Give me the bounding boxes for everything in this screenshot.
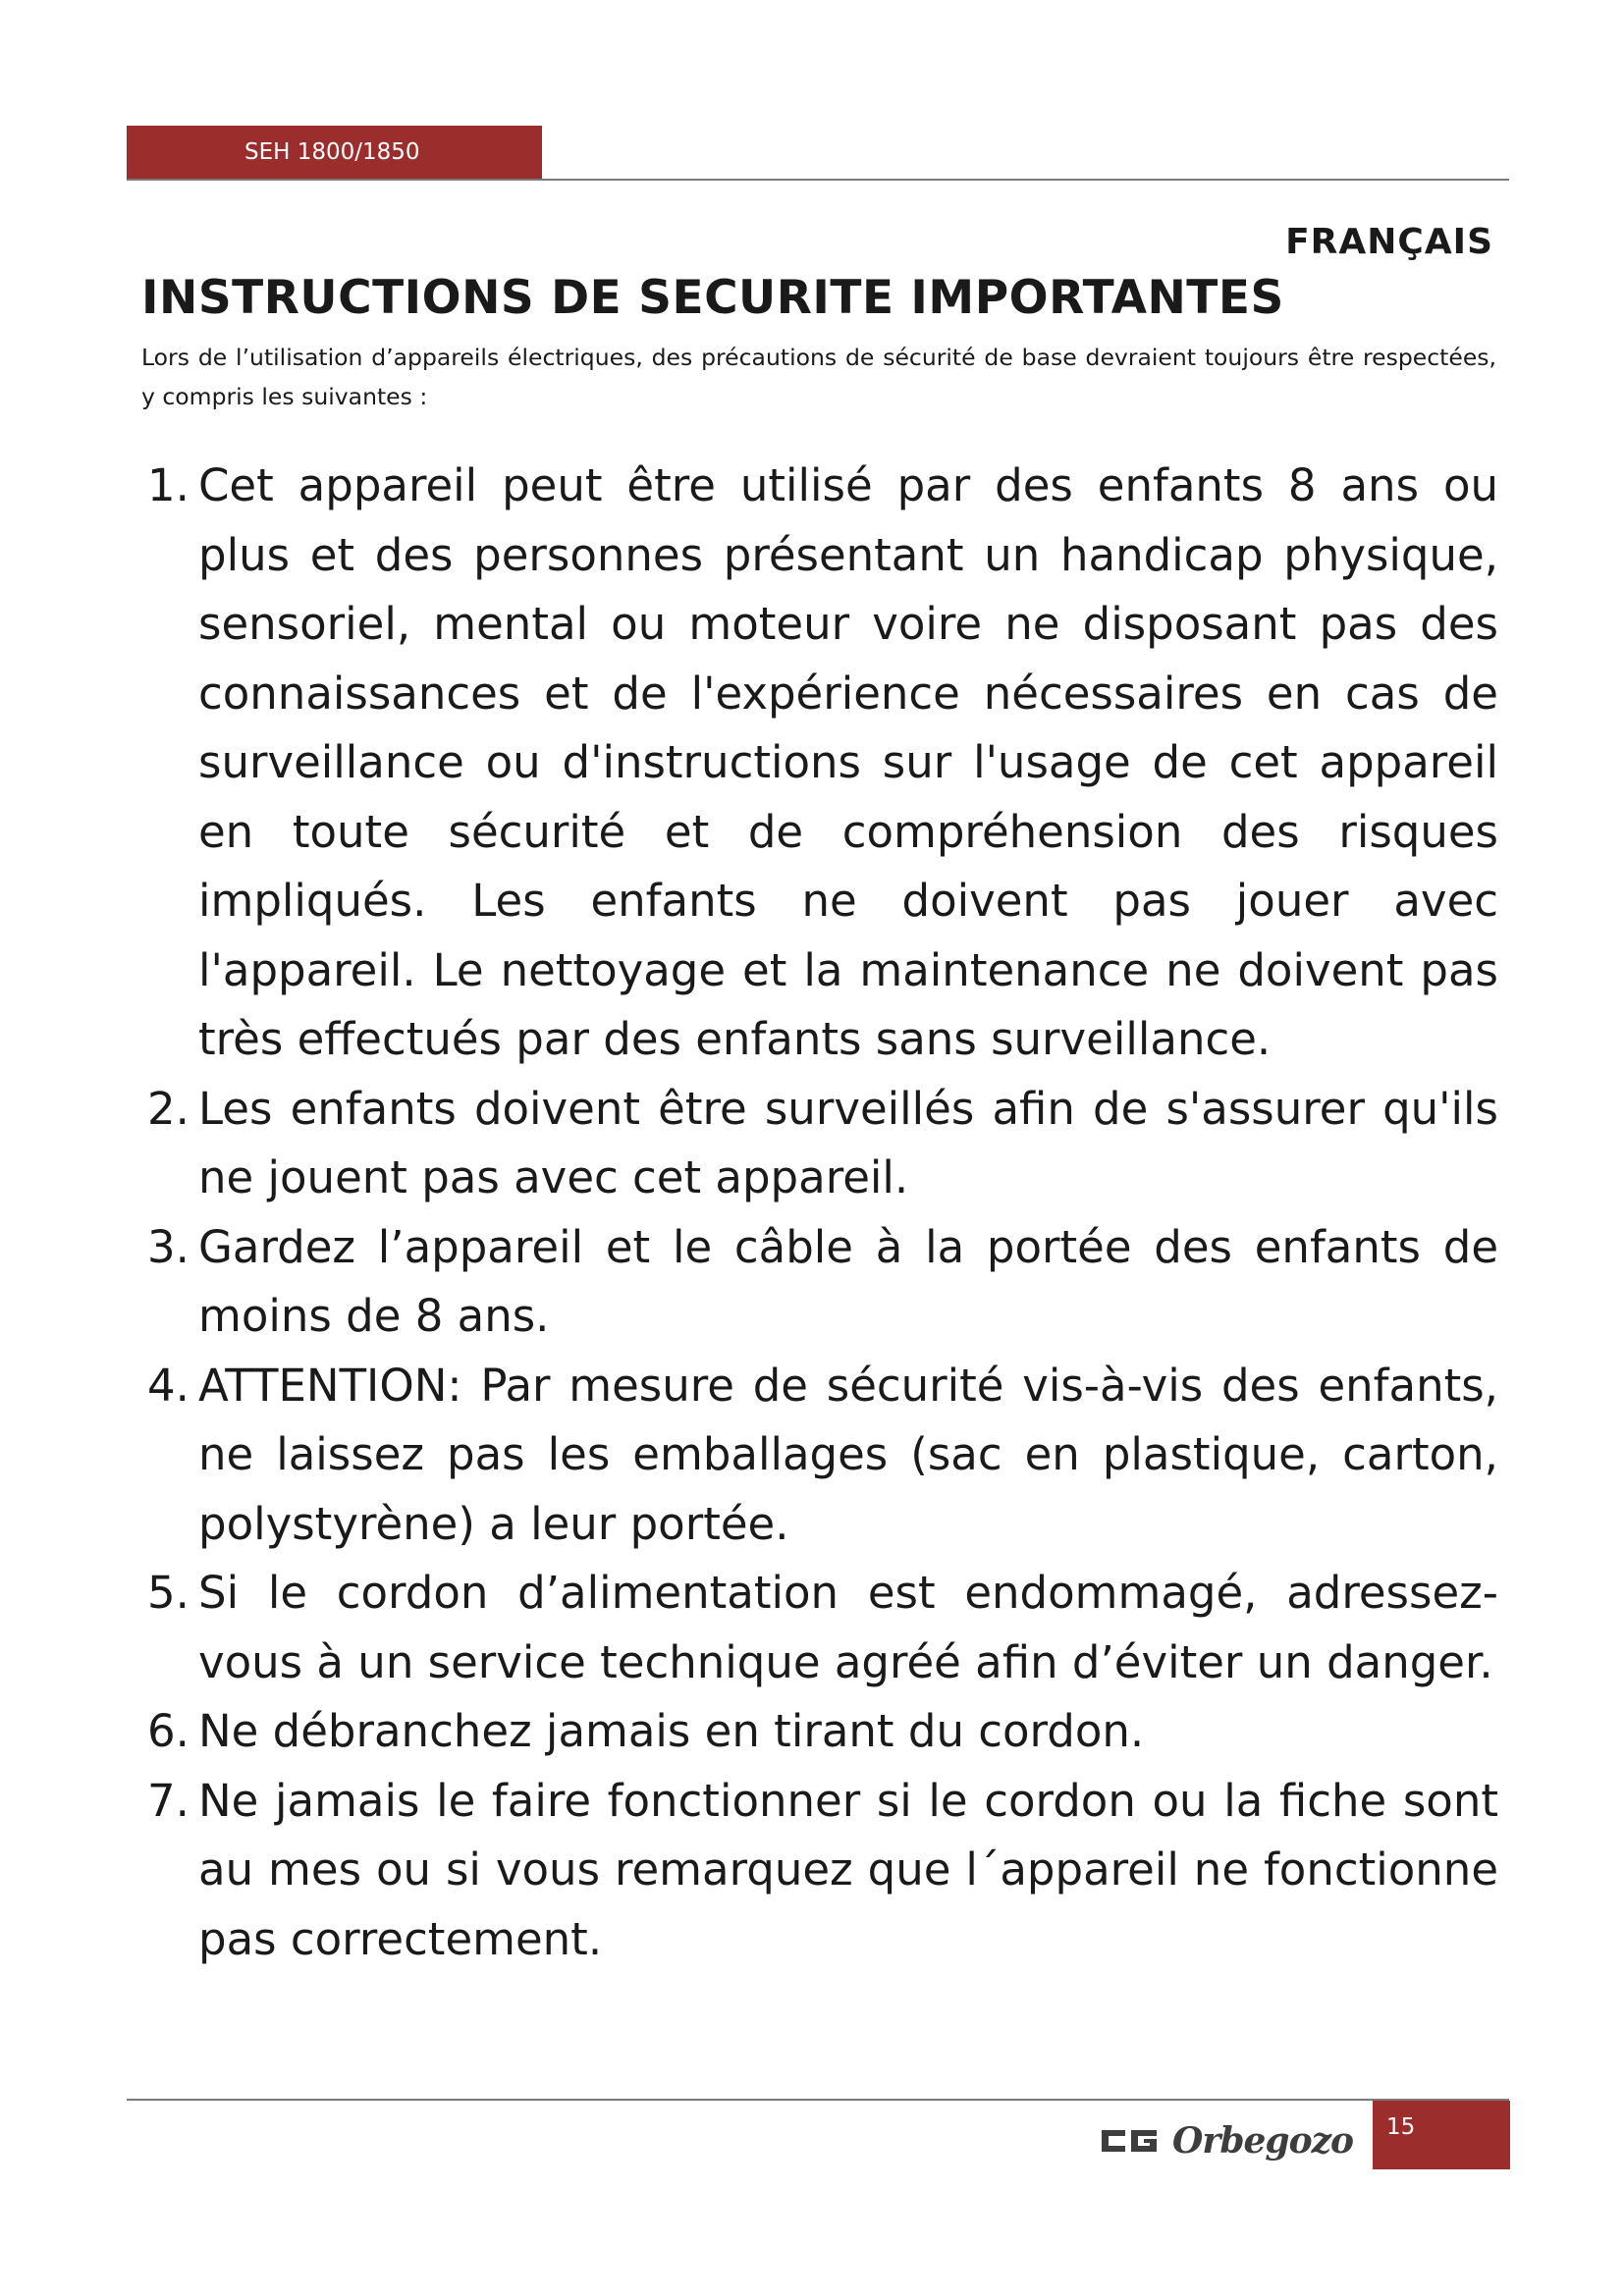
list-item [147,1767,1498,1975]
list-item [147,1213,1498,1352]
list-item [147,1075,1498,1213]
intro-paragraph: Lors de l’utilisation d’appareils électriques, des précautions de sécurité de base devraient toujours être respectées, y compris les suivantes : [141,344,1496,410]
item-number: 6. [147,1705,189,1757]
language-label: FRANÇAIS [1285,222,1493,262]
page-number [1373,2101,1510,2169]
safety-instructions-list [147,452,1498,1974]
item-text: Gardez l’appareil et le câble à la portée des enfants de moins de 8 ans. [198,1220,1498,1342]
item-number: 3. [147,1220,189,1273]
item-number: 7. [147,1774,189,1827]
header-model-tab [127,126,542,179]
item-number: 4. [147,1359,189,1412]
footer-divider [127,2099,1509,2101]
item-text: Cet appareil peut être utilisé par des enfants 8 ans ou plus et des personnes présentant un handicap physique, sensoriel, mental ou moteur voire ne disposant pas des connaissances et de l'expérience nécessaires en cas de surveillance ou d'instructions sur l'usage de cet appareil en toute sécurité et de compréhension des risques impliqués. Les enfants ne doivent pas jouer avec l'appareil. Le nettoyage et la maintenance ne doivent pas très effectués par des enfants sans surveillance. [198,459,1498,1065]
item-text: Les enfants doivent être surveillés afin de s'assurer qu'ils ne jouent pas avec cet appareil. [198,1082,1498,1203]
item-number: 2. [147,1082,189,1135]
item-number: 1. [147,459,189,511]
list-item [147,1697,1498,1767]
item-number: 5. [147,1567,189,1619]
list-item [147,1559,1498,1697]
page-number-label: 15 [1386,2114,1416,2140]
brand-mark-icon [1100,2126,1159,2156]
item-text: ATTENTION: Par mesure de sécurité vis-à-vis des enfants, ne laissez pas les emballages (sac en plastique, carton, polystyrène) a leur portée. [198,1359,1498,1550]
item-text: Ne jamais le faire fonctionner si le cordon ou la fiche sont au mes ou si vous remarquez que l´appareil ne fonctionne pas correctement. [198,1774,1498,1965]
list-item [147,452,1498,1075]
brand-name: Orbegozo [1172,2120,1354,2162]
header-model-label: SEH 1800/1850 [244,139,420,165]
item-text: Si le cordon d’alimentation est endommagé, adressez-vous à un service technique agréé afin d’éviter un danger. [198,1567,1498,1688]
item-text: Ne débranchez jamais en tirant du cordon. [198,1705,1145,1757]
header-divider [127,179,1509,181]
brand-logo [1100,2116,1353,2165]
page-title: INSTRUCTIONS DE SECURITE IMPORTANTES [141,271,1284,325]
list-item [147,1352,1498,1560]
